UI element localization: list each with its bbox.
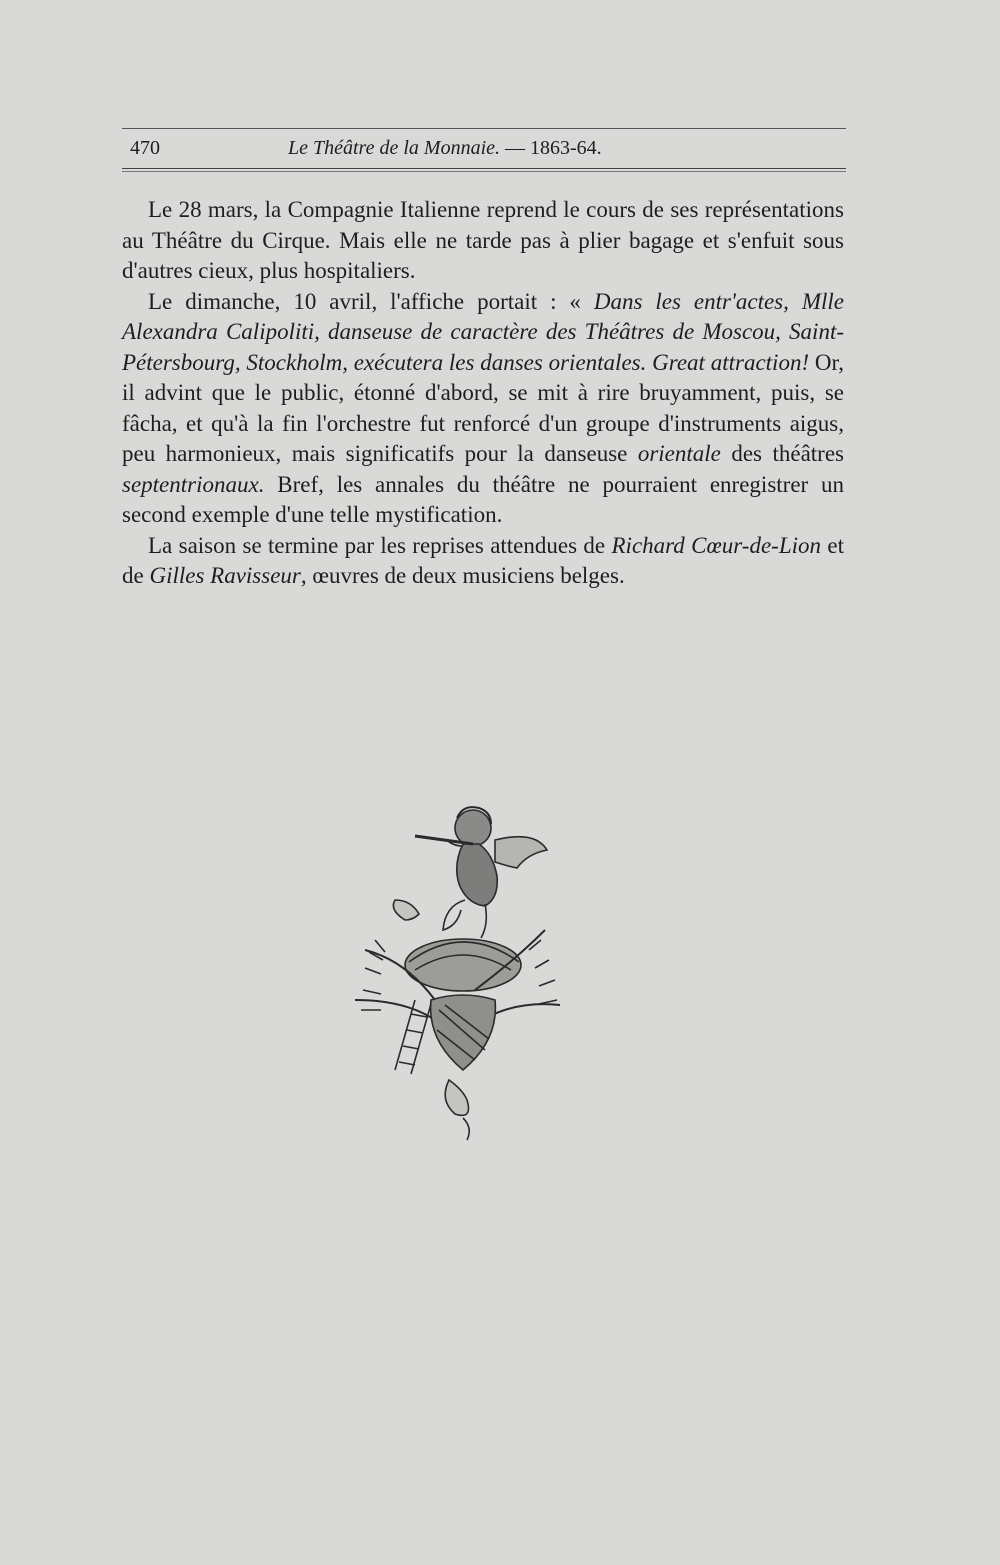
p2-italic-orientale: orientale xyxy=(637,441,721,466)
paragraph-1: Le 28 mars, la Compagnie Italienne reprend le cours de ses représentations au Théâtre du Cirque. Mais elle ne tarde pas à plier bagage et s'enfuit sous d'autres cieux, plus hospitaliers. xyxy=(122,197,844,283)
p2-text-c: des théâtres xyxy=(720,441,844,466)
p2-text-d: Bref, les annales du théâtre ne pourraient enregistrer un second exemple d'une telle mystification. xyxy=(122,471,844,527)
p2-text-a: Le dimanche, 10 avril, l'affiche portait : « xyxy=(148,288,594,314)
p3-text-a: La saison se termine par les reprises attendues de xyxy=(148,532,612,558)
header-rule-bottom xyxy=(122,168,846,169)
page-number: 470 xyxy=(130,137,160,159)
header-rule-top xyxy=(122,128,846,129)
book-title: Le Théâtre de la Monnaie. xyxy=(288,137,501,159)
paragraph-2 xyxy=(122,287,844,531)
running-title xyxy=(288,137,602,160)
title-dash: — xyxy=(500,137,531,159)
p2-text-b: Or, il advint que le public, étonné d'abord, se mit à rire bruyamment, puis, se fâcha, et qu'à la fin l'orchestre fut renforcé d'un groupe d'instruments aigus, peu harmonieux, mais significatifs pour la danseuse xyxy=(122,349,844,466)
paragraph-3 xyxy=(122,531,844,592)
p3-italic-richard: Richard Cœur-de-Lion xyxy=(611,532,821,558)
season-years: 1863-64. xyxy=(530,137,602,159)
p3-italic-gilles: Gilles Ravisseur xyxy=(149,563,301,588)
cherub-flute-vignette-icon xyxy=(345,800,575,1145)
p3-text-b: et de xyxy=(122,532,844,588)
p3-text-c: , œuvres de deux musiciens belges. xyxy=(300,563,625,588)
header-rule-bottom-thin xyxy=(122,171,846,172)
running-header xyxy=(122,128,846,176)
p2-italic-quote: Dans les entr'actes, Mlle Alexandra Calipoliti, danseuse de caractère des Théâtres de Moscou, Saint-Pétersbourg, Stockholm, exécutera les danses orientales. Great attraction! xyxy=(122,288,844,375)
body-text xyxy=(122,195,844,592)
p2-italic-septentrionaux: septentrionaux. xyxy=(122,471,265,497)
